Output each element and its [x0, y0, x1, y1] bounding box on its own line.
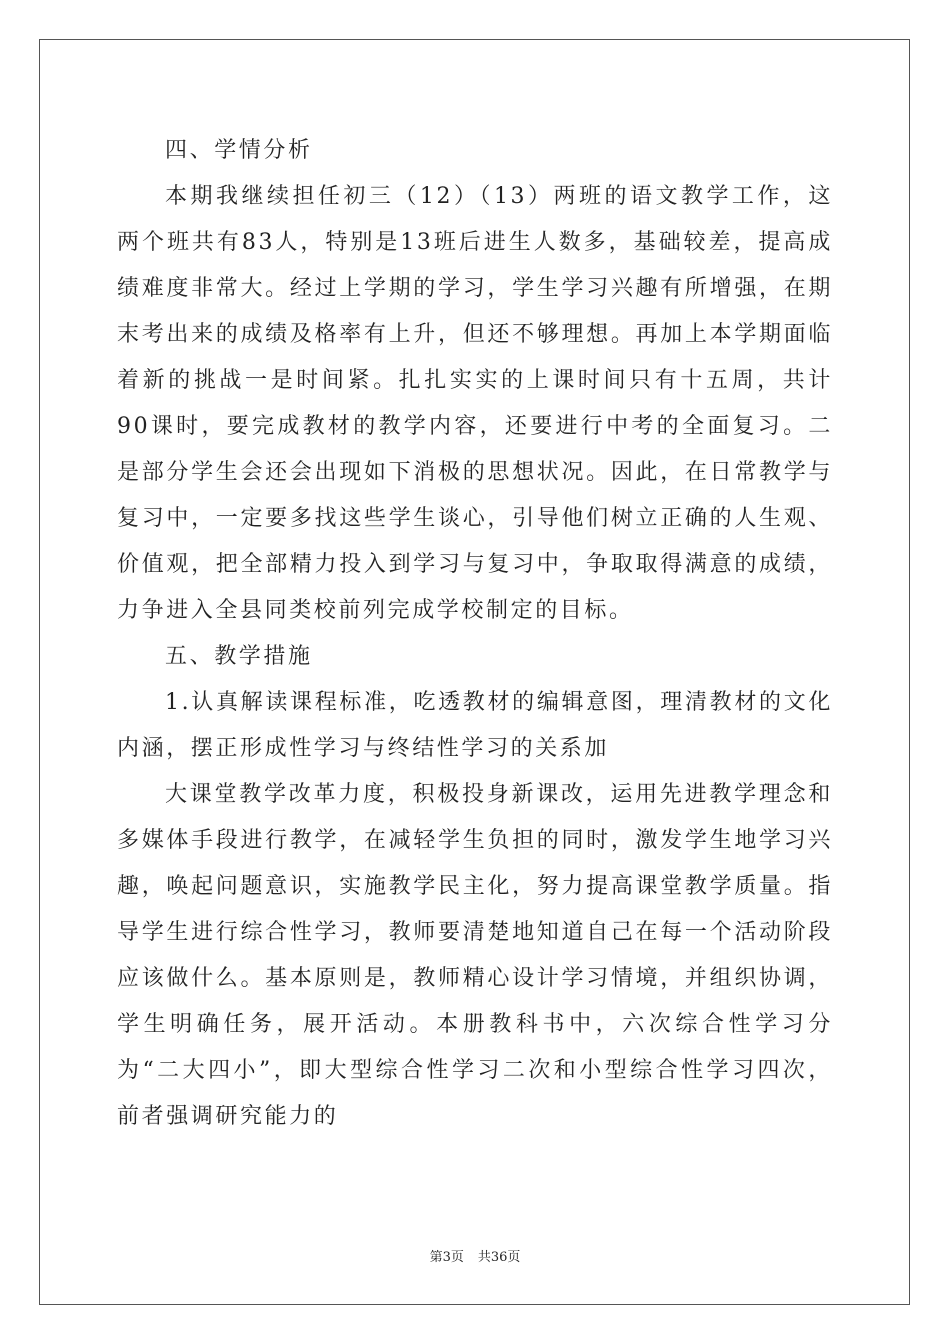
document-body — [117, 128, 833, 1140]
paragraph-measure-1: 1.认真解读课程标准，吃透教材的编辑意图，理清教材的文化内涵，摆正形成性学习与终结性学习的关系加 — [117, 690, 833, 761]
page-total: 共36页 — [477, 1250, 521, 1265]
page-number: 第3页 — [429, 1250, 464, 1265]
section-heading-measures: 五、教学措施 — [165, 644, 313, 669]
paragraph-measure-continued: 大课堂教学改革力度，积极投身新课改，运用先进教学理念和多媒体手段进行教学，在减轻学生负担的同时，激发学生地学习兴趣，唤起问题意识，实施教学民主化，努力提高课堂教学质量。指导学生进行综合性学习，教师要清楚地知道自己在每一个活动阶段应该做什么。基本原则是，教师精心设计学习情境，并组织协调，学生明确任务，展开活动。本册教科书中，六次综合性学习分为“二大四小”，即大型综合性学习二次和小型综合性学习四次，前者强调研究能力的 — [117, 782, 833, 1129]
page-footer — [0, 1246, 950, 1265]
section-heading-analysis: 四、学情分析 — [165, 138, 313, 163]
paragraph-analysis: 本期我继续担任初三（12）（13）两班的语文教学工作，这两个班共有83人，特别是13班后进生人数多，基础较差，提高成绩难度非常大。经过上学期的学习，学生学习兴趣有所增强，在期末考出来的成绩及格率有上升，但还不够理想。再加上本学期面临着新的挑战一是时间紧。扎扎实实的上课时间只有十五周，共计90课时，要完成教材的教学内容，还要进行中考的全面复习。二是部分学生会还会出现如下消极的思想状况。因此，在日常教学与复习中，一定要多找这些学生谈心，引导他们树立正确的人生观、价值观，把全部精力投入到学习与复习中，争取取得满意的成绩，力争进入全县同类校前列完成学校制定的目标。 — [117, 184, 833, 623]
